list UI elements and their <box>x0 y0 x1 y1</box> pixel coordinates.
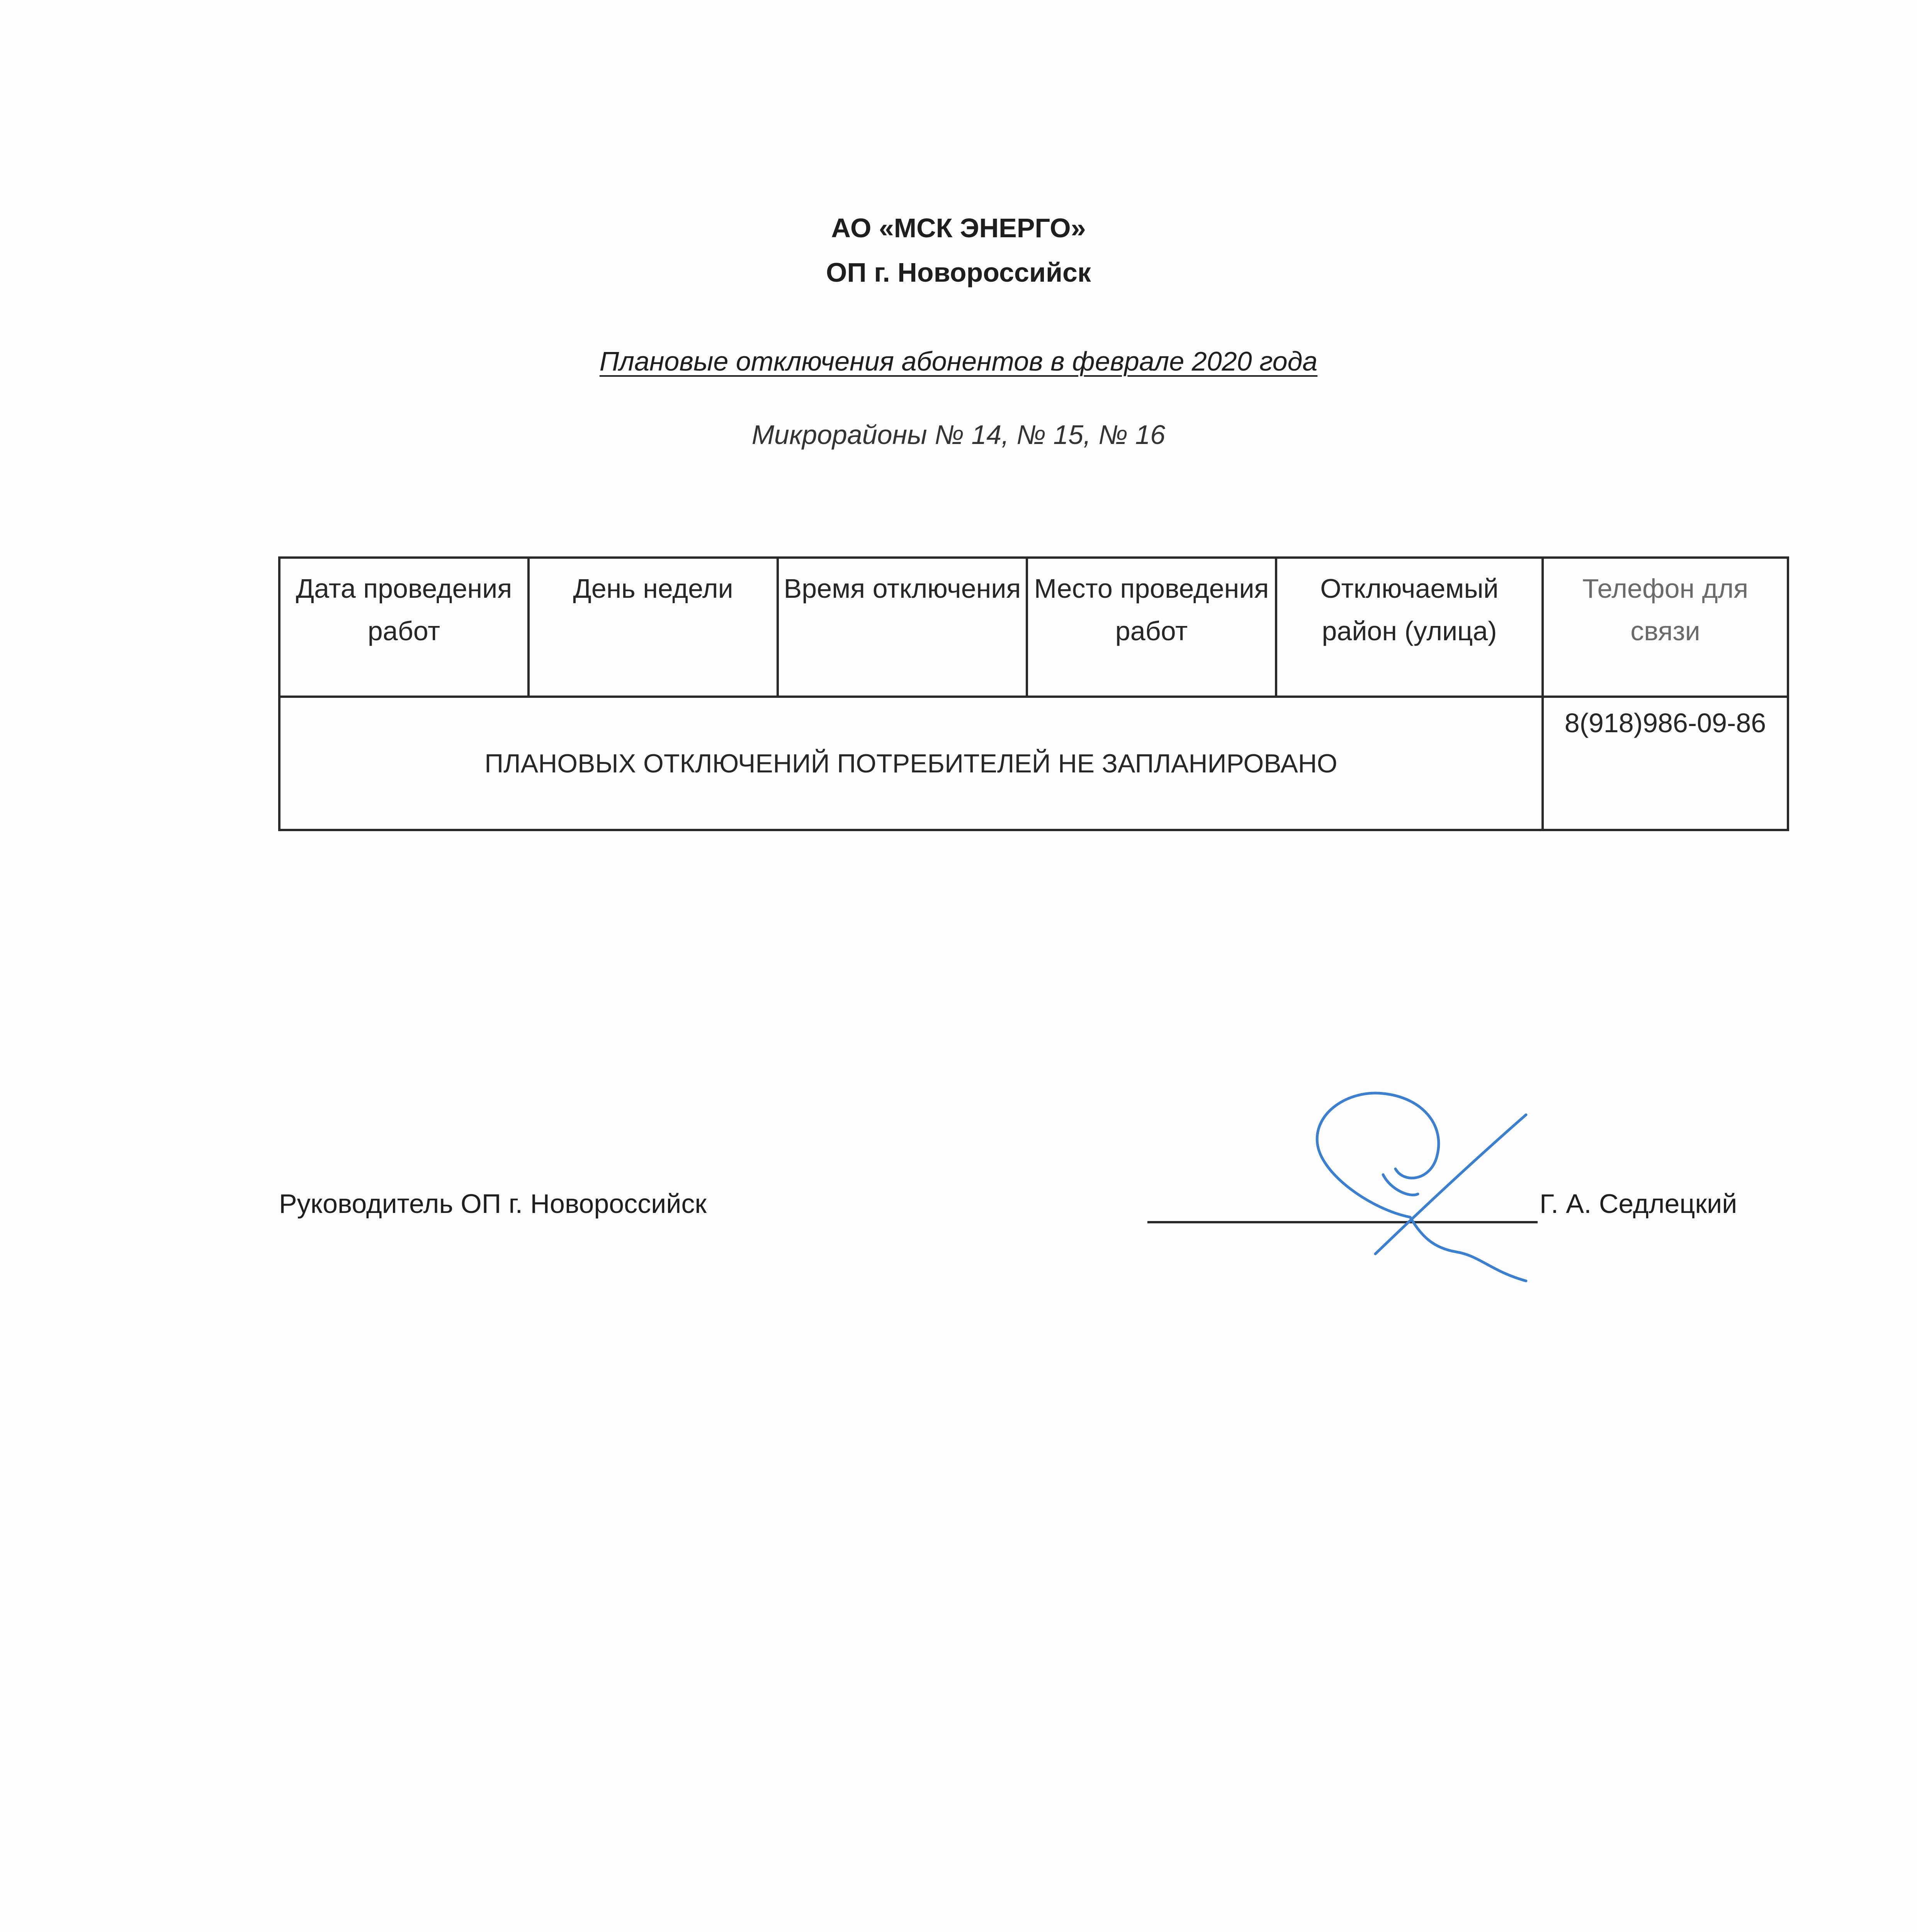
column-header-time: Время отключения <box>778 558 1027 697</box>
signature-stroke-tail <box>1410 1217 1526 1281</box>
signer-name: Г. А. Седлецкий <box>1540 1189 1737 1219</box>
signature-stroke-cross <box>1375 1115 1526 1254</box>
column-header-phone: Телефон для связи <box>1543 558 1788 697</box>
document-title <box>0 344 1917 379</box>
signer-position: Руководитель ОП г. Новороссийск <box>279 1189 707 1219</box>
column-header-district: Отключаемый район (улица) <box>1276 558 1543 697</box>
handwritten-signature <box>1294 1078 1549 1302</box>
table-header-row <box>279 558 1788 697</box>
column-header-date: Дата проведения работ <box>279 558 529 697</box>
column-header-weekday: День недели <box>529 558 778 697</box>
column-header-location: Место проведения работ <box>1027 558 1276 697</box>
outage-table <box>278 556 1789 831</box>
organization-name: АО «МСК ЭНЕРГО» <box>831 213 1086 243</box>
document-subtitle: Микрорайоны № 14, № 15, № 16 <box>751 420 1166 450</box>
no-outages-notice: ПЛАНОВЫХ ОТКЛЮЧЕНИЙ ПОТРЕБИТЕЛЕЙ НЕ ЗАПЛАНИРОВАНО <box>279 697 1543 830</box>
document-title-text: Плановые отключения абонентов в феврале 2020 года <box>599 346 1318 376</box>
branch-name: ОП г. Новороссийск <box>826 257 1091 287</box>
signature-stroke-loop <box>1317 1093 1439 1217</box>
contact-phone: 8(918)986-09-86 <box>1543 697 1788 830</box>
table-row <box>279 697 1788 830</box>
